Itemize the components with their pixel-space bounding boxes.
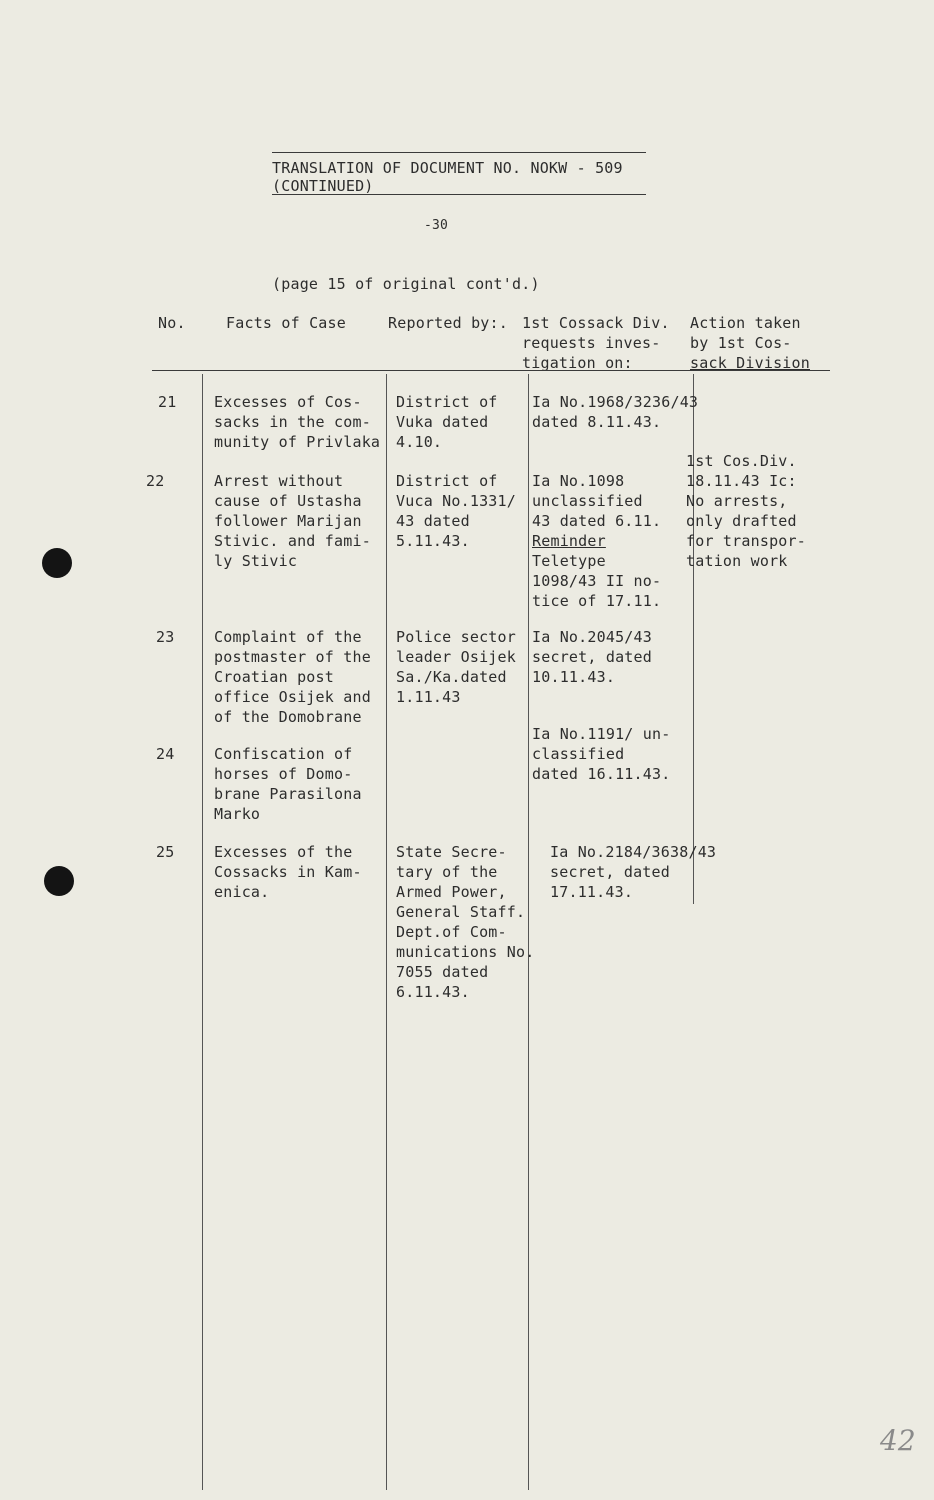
row-25-facts bbox=[214, 842, 362, 902]
row-22-reported bbox=[396, 471, 516, 551]
column-header-requests-3: tigation on: bbox=[522, 354, 633, 372]
row-24-facts-l4: Marko bbox=[214, 805, 261, 823]
row-21-facts-l3: munity of Privlaka bbox=[214, 433, 381, 451]
row-21-requests-l2: dated 8.11.43. bbox=[532, 413, 662, 431]
row-25-facts-l2: Cossacks in Kam- bbox=[214, 863, 362, 881]
row-21-no: 21 bbox=[158, 393, 177, 411]
row-22-action-l4: only drafted bbox=[686, 512, 797, 530]
row-22-no: 22 bbox=[146, 472, 165, 490]
header-rule-top bbox=[272, 152, 646, 153]
row-24-facts-l3: brane Parasilona bbox=[214, 785, 362, 803]
row-25-reported-l5: Dept.of Com- bbox=[396, 923, 507, 941]
row-22-facts-l3: follower Marijan bbox=[214, 512, 362, 530]
column-header-facts: Facts of Case bbox=[226, 314, 346, 332]
row-23-no: 23 bbox=[156, 628, 175, 646]
row-22-reported-l1: District of bbox=[396, 472, 498, 490]
row-22-requests-l1: Ia No.1098 bbox=[532, 472, 625, 490]
page-subtitle: (page 15 of original cont'd.) bbox=[272, 275, 540, 293]
row-25-reported-l7: 7055 dated bbox=[396, 963, 489, 981]
row-22-requests-l7: tice of 17.11. bbox=[532, 592, 662, 610]
row-22-facts-l2: cause of Ustasha bbox=[214, 492, 362, 510]
row-24-facts-l2: horses of Domo- bbox=[214, 765, 353, 783]
document-title-continued: (CONTINUED) bbox=[272, 177, 374, 195]
row-22-requests-l5: Teletype bbox=[532, 552, 606, 570]
row-22-facts bbox=[214, 471, 371, 571]
row-21-facts-l2: sacks in the com- bbox=[214, 413, 371, 431]
row-22-requests-l4: Reminder bbox=[532, 532, 606, 550]
row-21-requests bbox=[532, 392, 698, 432]
row-23-facts bbox=[214, 627, 371, 727]
header-rule-bottom bbox=[272, 194, 646, 195]
punch-hole-bottom bbox=[44, 866, 74, 896]
document-title: TRANSLATION OF DOCUMENT NO. NOKW - 509 bbox=[272, 159, 623, 177]
row-24-facts bbox=[214, 744, 362, 824]
row-21-requests-l1: Ia No.1968/3236/43 bbox=[532, 393, 699, 411]
row-25-no: 25 bbox=[156, 843, 175, 861]
row-22-requests-l6: 1098/43 II no- bbox=[532, 572, 662, 590]
row-25-reported-l3: Armed Power, bbox=[396, 883, 507, 901]
divider-reported bbox=[386, 374, 387, 1490]
row-23-reported-l4: 1.11.43 bbox=[396, 688, 461, 706]
row-23-facts-l3: Croatian post bbox=[214, 668, 334, 686]
row-25-facts-l1: Excesses of the bbox=[214, 843, 353, 861]
row-23-reported-l1: Police sector bbox=[396, 628, 516, 646]
column-header-action-3: sack Division bbox=[690, 354, 810, 372]
table-header-rule bbox=[152, 370, 830, 371]
row-23-requests-l1: Ia No.2045/43 bbox=[532, 628, 652, 646]
row-23-reported bbox=[396, 627, 516, 707]
row-22-action-l3: No arrests, bbox=[686, 492, 788, 510]
row-22-requests-l3: 43 dated 6.11. bbox=[532, 512, 662, 530]
row-25-requests-l3: 17.11.43. bbox=[550, 883, 634, 901]
row-24-requests-l2: classified bbox=[532, 745, 625, 763]
row-22-facts-l5: ly Stivic bbox=[214, 552, 298, 570]
row-21-reported-l2: Vuka dated bbox=[396, 413, 489, 431]
row-23-facts-l1: Complaint of the bbox=[214, 628, 362, 646]
punch-hole-top bbox=[42, 548, 72, 578]
row-25-requests-l1: Ia No.2184/3638/43 bbox=[550, 843, 717, 861]
row-22-action bbox=[686, 451, 806, 571]
column-header-requests-2: requests inves- bbox=[522, 334, 661, 352]
row-22-reported-l4: 5.11.43. bbox=[396, 532, 470, 550]
row-22-action-l2: 18.11.43 Ic: bbox=[686, 472, 797, 490]
row-23-facts-l4: office Osijek and bbox=[214, 688, 371, 706]
page-number: -30 bbox=[424, 218, 449, 233]
row-25-reported-l2: tary of the bbox=[396, 863, 498, 881]
row-25-reported-l1: State Secre- bbox=[396, 843, 507, 861]
row-25-facts-l3: enica. bbox=[214, 883, 270, 901]
row-24-no: 24 bbox=[156, 745, 175, 763]
row-23-reported-l3: Sa./Ka.dated bbox=[396, 668, 507, 686]
row-21-facts-l1: Excesses of Cos- bbox=[214, 393, 362, 411]
row-22-facts-l4: Stivic. and fami- bbox=[214, 532, 371, 550]
row-22-reported-l3: 43 dated bbox=[396, 512, 470, 530]
row-23-requests-l3: 10.11.43. bbox=[532, 668, 616, 686]
row-22-requests-l2: unclassified bbox=[532, 492, 643, 510]
row-22-action-l5: for transpor- bbox=[686, 532, 806, 550]
row-22-reported-l2: Vuca No.1331/ bbox=[396, 492, 516, 510]
row-22-requests bbox=[532, 471, 661, 611]
column-header-reported: Reported by:. bbox=[388, 314, 508, 332]
row-21-reported-l3: 4.10. bbox=[396, 433, 443, 451]
column-header-requests-1: 1st Cossack Div. bbox=[522, 314, 670, 332]
row-24-requests-l3: dated 16.11.43. bbox=[532, 765, 671, 783]
row-25-reported bbox=[396, 842, 534, 1002]
column-header-action-1: Action taken bbox=[690, 314, 801, 332]
row-23-facts-l5: of the Domobrane bbox=[214, 708, 362, 726]
row-25-reported-l8: 6.11.43. bbox=[396, 983, 470, 1001]
row-24-requests-l1: Ia No.1191/ un- bbox=[532, 725, 671, 743]
handwritten-page-number: 42 bbox=[880, 1424, 916, 1457]
row-25-requests bbox=[550, 842, 716, 902]
column-header-action-2: by 1st Cos- bbox=[690, 334, 792, 352]
row-23-requests-l2: secret, dated bbox=[532, 648, 652, 666]
row-21-reported bbox=[396, 392, 498, 452]
row-25-reported-l6: munications No. bbox=[396, 943, 535, 961]
row-24-facts-l1: Confiscation of bbox=[214, 745, 353, 763]
row-25-requests-l2: secret, dated bbox=[550, 863, 670, 881]
row-23-facts-l2: postmaster of the bbox=[214, 648, 371, 666]
row-24-requests bbox=[532, 724, 670, 784]
row-22-action-l6: tation work bbox=[686, 552, 788, 570]
row-21-reported-l1: District of bbox=[396, 393, 498, 411]
row-25-reported-l4: General Staff. bbox=[396, 903, 526, 921]
row-23-reported-l2: leader Osijek bbox=[396, 648, 516, 666]
row-23-requests bbox=[532, 627, 652, 687]
row-22-facts-l1: Arrest without bbox=[214, 472, 344, 490]
row-21-facts bbox=[214, 392, 380, 452]
column-header-no: No. bbox=[158, 314, 186, 332]
divider-facts bbox=[202, 374, 203, 1490]
row-22-action-l1: 1st Cos.Div. bbox=[686, 452, 797, 470]
